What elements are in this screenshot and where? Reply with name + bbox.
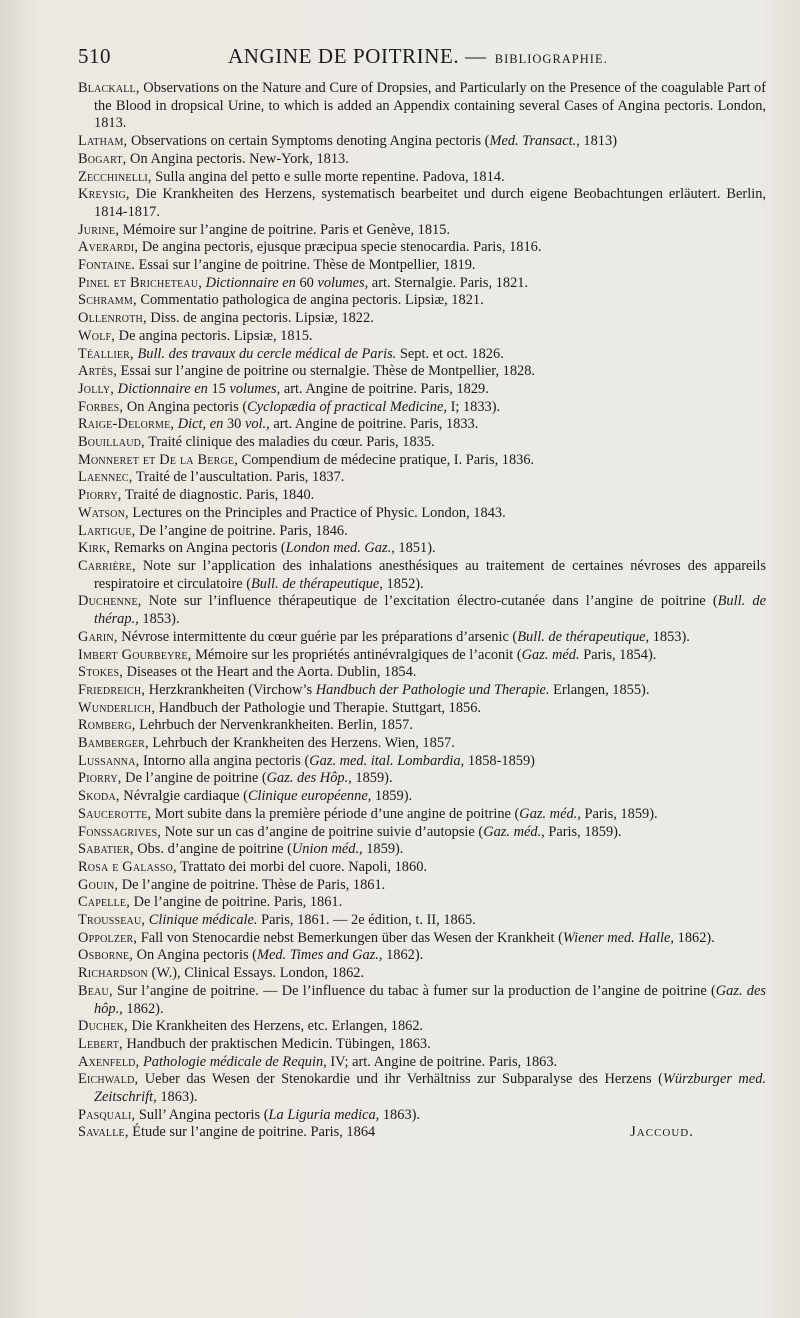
entry-text: 1863).	[156, 1089, 198, 1106]
bibliography-entry	[78, 257, 766, 275]
entry-author: Pasquali,	[78, 1106, 136, 1123]
entry-text: Mémoire sur les propriétés antinévralgiques de l’aconit (	[191, 646, 522, 663]
entry-text: Sept. et oct. 1826.	[396, 345, 504, 362]
bibliography-entry	[78, 965, 766, 983]
entry-author: Monneret et De la Berge,	[78, 451, 238, 468]
entry-author: Fonssagrives,	[78, 823, 162, 840]
entry-text: Obs. d’angine de poitrine (	[133, 841, 292, 858]
bibliography-entry	[78, 753, 766, 771]
running-head	[78, 44, 766, 80]
bibliography-entry	[78, 647, 766, 665]
entry-author: Skoda,	[78, 788, 120, 805]
page-number: 510	[78, 44, 111, 68]
entry-author: Stokes,	[78, 664, 124, 681]
bibliography-entry	[78, 222, 766, 240]
bibliography-entry	[78, 151, 766, 169]
bibliography-entry	[78, 487, 766, 505]
entry-text: , 1813)	[576, 133, 617, 150]
bibliography-entry	[78, 912, 766, 930]
entry-title-italic: vol.,	[244, 416, 270, 433]
entry-text: Sulla angina del petto e sulle morte repentine. Padova, 1814.	[151, 168, 505, 185]
entry-text: Die Krankheiten des Herzens, etc. Erlangen, 1862.	[127, 1018, 424, 1035]
entry-text: Étude sur l’angine de poitrine. Paris, 1864	[128, 1124, 376, 1141]
entry-author: Wolf,	[78, 327, 116, 344]
entry-title-italic: Clinique européenne,	[247, 788, 372, 805]
entry-title-italic: Dictionnaire en	[205, 274, 296, 291]
entry-text: Diss. de angina pectoris. Lipsiæ, 1822.	[146, 310, 374, 327]
entry-author: Saucerotte,	[78, 805, 152, 822]
entry-author: Blackall,	[78, 80, 140, 96]
entry-author: Carrière,	[78, 557, 136, 574]
entry-text: Sur l’angine de poitrine. — De l’influence du tabac à fumer sur la production de l’angine de poitrine (	[112, 982, 716, 999]
entry-author: Imbert Gourbeyre,	[78, 646, 192, 663]
entry-text: Traité de l’auscultation. Paris, 1837.	[132, 469, 345, 486]
entry-text: 1862).	[122, 1000, 164, 1017]
bibliography-entry	[78, 1018, 766, 1036]
entry-title-italic: volumes,	[317, 274, 369, 291]
entry-text: Mémoire sur l’angine de poitrine. Paris et Genève, 1815.	[119, 221, 451, 238]
entry-title-italic: Gaz. méd.,	[519, 805, 581, 822]
entry-text: Handbuch der Pathologie und Therapie. Stuttgart, 1856.	[155, 699, 482, 716]
bibliography-entry	[78, 770, 766, 788]
entry-text: art. Angine de poitrine. Paris, 1829.	[280, 380, 489, 397]
bibliography-entry	[78, 133, 766, 151]
entry-text: 60	[295, 274, 318, 291]
entry-author: Watson,	[78, 504, 129, 521]
entry-title-italic: Cyclopædia of practical Medicine,	[247, 398, 447, 415]
bibliography-entry	[78, 859, 766, 877]
entry-author: Duchek,	[78, 1018, 128, 1035]
entry-text: 1859).	[351, 770, 393, 787]
entry-text: Mort subite dans la première période d’une angine de poitrine (	[151, 805, 520, 822]
entry-author: Savalle,	[78, 1124, 129, 1141]
entry-text: Erlangen, 1855).	[549, 681, 650, 698]
bibliography-entry	[78, 664, 766, 682]
entry-author: Capelle,	[78, 894, 131, 911]
entry-text: Paris, 1859).	[544, 823, 622, 840]
entry-text: Paris, 1859).	[580, 805, 658, 822]
entry-title-italic: Dictionnaire en	[117, 380, 208, 397]
bibliography-entry	[78, 735, 766, 753]
entry-text: Handbuch der praktischen Medicin. Tübingen, 1863.	[122, 1035, 431, 1052]
bibliography-entry	[78, 593, 766, 628]
bibliography-entry	[78, 1036, 766, 1054]
entry-text: Die Krankheiten des Herzens, systematisch bearbeitet und durch eigene Beobachtungen erläutert. Berlin, 1814-1817.	[94, 186, 766, 220]
bibliography-entry	[78, 416, 766, 434]
entry-author: Pinel et Bricheteau,	[78, 274, 203, 291]
entry-author: Wunderlich,	[78, 699, 156, 716]
bibliography-entry	[78, 328, 766, 346]
bibliography-entry	[78, 292, 766, 310]
bibliography-entry	[78, 239, 766, 257]
entry-text: On Angina pectoris (	[133, 947, 257, 964]
entry-title-italic: Gaz. med. ital. Lombardia,	[309, 752, 465, 769]
entry-author: Lartigue,	[78, 522, 136, 539]
entry-text: De angina pectoris. Lipsiæ, 1815.	[115, 327, 313, 344]
entry-author: Richardson	[78, 965, 148, 982]
entry-author: Zecchinelli,	[78, 168, 152, 185]
entry-text: On Angina pectoris (	[123, 398, 248, 415]
bibliography-entry	[78, 717, 766, 735]
entry-text: Essai sur l’angine de poitrine. Thèse de Montpellier, 1819.	[135, 257, 476, 274]
entry-text: 1859).	[362, 841, 404, 858]
entry-text: Commentatio pathologica de angina pectoris. Lipsiæ, 1821.	[136, 292, 484, 309]
bibliography-entry	[78, 983, 766, 1018]
entry-author: Kreysig,	[78, 186, 130, 203]
entry-author: Gouin,	[78, 876, 119, 893]
entry-text: Observations on the Nature and Cure of Dropsies, and Particularly on the Presence of the coagulable Part of the Blood in dropsical Urine, to which is added an Appendix containing several Cases of Angina pectoris. London, 1813.	[94, 80, 766, 132]
entry-author: Lebert,	[78, 1035, 123, 1052]
entry-author: Bogart,	[78, 150, 127, 167]
entry-author: Duchenne,	[78, 593, 142, 610]
entry-text: Paris, 1854).	[579, 646, 657, 663]
bibliography-entry	[78, 363, 766, 381]
entry-text: De l’angine de poitrine. Thèse de Paris, 1861.	[118, 876, 386, 893]
entry-text: De l’angine de poitrine (	[121, 770, 267, 787]
entry-text: (W.), Clinical Essays. London, 1862.	[147, 965, 365, 982]
bibliography-entry	[78, 505, 766, 523]
entry-text: Fall von Stenocardie nebst Bemerkungen über das Wesen der Krankheit (	[137, 929, 563, 946]
entry-title-italic: Bull. de thérapeutique,	[517, 628, 650, 645]
entry-text: Lectures on the Principles and Practice of Physic. London, 1843.	[128, 504, 506, 521]
entry-title-italic: Bull. de thérap.,	[94, 593, 766, 628]
entry-text: Observations on certain Symptoms denoting Angina pectoris (	[127, 133, 490, 150]
entry-text: Névrose intermittente du cœur guérie par les préparations d’arsenic (	[117, 628, 518, 645]
bibliography-entry	[78, 841, 766, 859]
entry-text: 1853).	[649, 628, 690, 645]
entry-title-italic: Med. Times and Gaz.,	[256, 947, 383, 964]
entry-text: Note sur l’influence thérapeutique de l’excitation électro-cutanée dans l’angine de poitrine (	[141, 593, 718, 610]
entry-text: 1852).	[382, 575, 424, 592]
entry-text: Lehrbuch der Nervenkrankheiten. Berlin, 1857.	[135, 717, 413, 734]
entry-author: Ollenroth,	[78, 310, 147, 327]
entry-title-italic: Gaz. des hôp.,	[94, 982, 766, 1017]
entry-author: Kirk,	[78, 540, 111, 557]
entry-text: Remarks on Angina pectoris (	[110, 540, 286, 557]
bibliography-entry	[78, 540, 766, 558]
entry-text: Intorno alla angina pectoris (	[139, 752, 310, 769]
entry-text: 30	[223, 416, 245, 433]
entry-text: art. Sternalgie. Paris, 1821.	[368, 274, 529, 291]
entry-text: De angina pectoris, ejusque præcipua specie stenocardia. Paris, 1816.	[138, 239, 542, 256]
bibliography-entry	[78, 1071, 766, 1106]
entry-title-italic: Würzburger med. Zeitschrift,	[94, 1071, 766, 1106]
entry-text: 1858-1859)	[464, 752, 535, 769]
entry-text: De l’angine de poitrine. Paris, 1861.	[130, 894, 343, 911]
entry-author: Lussanna,	[78, 752, 140, 769]
bibliography-entry	[78, 381, 766, 399]
entry-author: Piorry,	[78, 487, 122, 504]
entry-text: I; 1833).	[446, 398, 501, 415]
entry-text: On Angina pectoris. New-York, 1813.	[126, 150, 349, 167]
bibliography-entry	[78, 452, 766, 470]
entry-author: Rosa e Galasso,	[78, 858, 177, 875]
running-subtitle: BIBLIOGRAPHIE.	[494, 52, 608, 66]
bibliography-entry	[78, 469, 766, 487]
entry-author: Forbes,	[78, 398, 124, 415]
entry-text: Névralgie cardiaque (	[119, 788, 248, 805]
entry-text: Herzkrankheiten (Virchow’s	[145, 681, 316, 698]
bibliography-list	[78, 80, 766, 1142]
entry-author: Oppolzer,	[78, 929, 138, 946]
entry-title-italic: Bull. des travaux du cercle médical de Paris.	[137, 345, 397, 362]
entry-title-italic: Med. Transact.	[489, 133, 577, 150]
entry-text: Traité de diagnostic. Paris, 1840.	[121, 487, 315, 504]
entry-author: Beau,	[78, 982, 113, 999]
bibliography-entry	[78, 877, 766, 895]
entry-title-italic: Pathologie médicale de Requin,	[142, 1053, 327, 1070]
entry-author: Laennec,	[78, 469, 133, 486]
entry-author: Artès,	[78, 363, 118, 380]
entry-author: Averardi,	[78, 239, 139, 256]
bibliography-entry	[78, 682, 766, 700]
bibliography-entry	[78, 434, 766, 452]
entry-title-italic: Clinique médicale.	[148, 912, 258, 929]
entry-author: Garin,	[78, 628, 118, 645]
entry-title-italic: Gaz. méd.	[521, 646, 580, 663]
bibliography-entry	[78, 824, 766, 842]
entry-text: IV; art. Angine de poitrine. Paris, 1863.	[326, 1053, 558, 1070]
entry-title-italic: London med. Gaz.,	[285, 540, 395, 557]
entry-text: Essai sur l’angine de poitrine ou sternalgie. Thèse de Montpellier, 1828.	[117, 363, 536, 380]
entry-text: Ueber das Wesen der Stenokardie und ihr Verhältniss zur Subparalyse des Herzens (	[138, 1071, 663, 1088]
entry-title-italic: Wiener med. Halle,	[562, 929, 675, 946]
bibliography-entry	[78, 523, 766, 541]
entry-author: Friedreich,	[78, 681, 146, 698]
bibliography-entry	[78, 169, 766, 187]
bibliography-entry	[78, 947, 766, 965]
bibliography-entry	[78, 894, 766, 912]
entry-text: Compendium de médecine pratique, I. Paris, 1836.	[238, 451, 535, 468]
entry-title-italic: volumes,	[229, 380, 281, 397]
entry-text: 1862).	[382, 947, 424, 964]
entry-text: 15	[207, 380, 230, 397]
entry-text: Lehrbuch der Krankheiten des Herzens. Wien, 1857.	[148, 735, 455, 752]
entry-author: Bouillaud,	[78, 434, 145, 451]
bibliography-entry	[78, 1054, 766, 1072]
entry-author: Téallier,	[78, 345, 134, 362]
entry-author: Bamberger,	[78, 735, 149, 752]
entry-author: Trousseau,	[78, 912, 146, 929]
entry-title-italic: Union méd.,	[291, 841, 363, 858]
bibliography-entry	[78, 186, 766, 221]
entry-title-italic: Bull. de thérapeutique,	[251, 575, 383, 592]
author-signature: Jaccoud.	[629, 1124, 694, 1140]
bibliography-entry	[78, 558, 766, 593]
entry-title-italic: La Liguria medica,	[268, 1106, 380, 1123]
entry-text: Trattato dei morbi del cuore. Napoli, 1860.	[176, 858, 427, 875]
entry-text: 1859).	[371, 788, 413, 805]
entry-text: Sull’ Angina pectoris (	[135, 1106, 269, 1123]
entry-author: Sabatier,	[78, 841, 134, 858]
entry-author: Jolly,	[78, 380, 115, 397]
entry-author: Jurine,	[78, 221, 120, 238]
entry-text: 1862).	[674, 929, 715, 946]
entry-text: 1853).	[138, 611, 180, 628]
entry-text: Diseases ot the Heart and the Aorta. Dublin, 1854.	[123, 664, 417, 681]
entry-title-italic: Handbuch der Pathologie und Therapie.	[315, 681, 550, 698]
entry-author: Axenfeld,	[78, 1053, 140, 1070]
running-title: ANGINE DE POITRINE. —	[228, 44, 487, 68]
bibliography-entry	[78, 275, 766, 293]
bibliography-entry	[78, 80, 766, 133]
entry-title-italic: Dict, en	[177, 416, 224, 433]
entry-author: Fontaine.	[78, 257, 136, 274]
bibliography-entry	[78, 788, 766, 806]
entry-author: Romberg,	[78, 717, 136, 734]
bibliography-entry	[78, 346, 766, 364]
entry-title-italic: Gaz. des Hôp.,	[266, 770, 352, 787]
bibliography-entry	[78, 806, 766, 824]
entry-author: Osborne,	[78, 947, 134, 964]
entry-text: Paris, 1861. — 2e édition, t. II, 1865.	[257, 912, 476, 929]
entry-author: Latham,	[78, 133, 128, 150]
entry-text: art. Angine de poitrine. Paris, 1833.	[269, 416, 479, 433]
bibliography-entry	[78, 629, 766, 647]
bibliography-entry	[78, 700, 766, 718]
entry-text: 1863).	[379, 1106, 421, 1123]
entry-text: De l’angine de poitrine. Paris, 1846.	[135, 522, 348, 539]
entry-author: Piorry,	[78, 770, 122, 787]
entry-text: 1851).	[394, 540, 436, 557]
entry-text: Traité clinique des maladies du cœur. Paris, 1835.	[144, 434, 435, 451]
entry-text: Note sur l’application des inhalations anesthésiques au traitement de certaines névroses des appareils respiratoire et circulatoire (	[94, 557, 766, 592]
entry-author: Raige-Delorme,	[78, 416, 175, 433]
bibliography-entry	[78, 930, 766, 948]
bibliography-entry	[78, 399, 766, 417]
entry-text: Note sur un cas d’angine de poitrine suivie d’autopsie (	[161, 823, 484, 840]
entry-author: Eichwald,	[78, 1071, 139, 1088]
entry-author: Schramm,	[78, 292, 137, 309]
entry-title-italic: Gaz. méd.,	[483, 823, 545, 840]
bibliography-entry	[78, 1107, 766, 1125]
bibliography-entry	[78, 310, 766, 328]
